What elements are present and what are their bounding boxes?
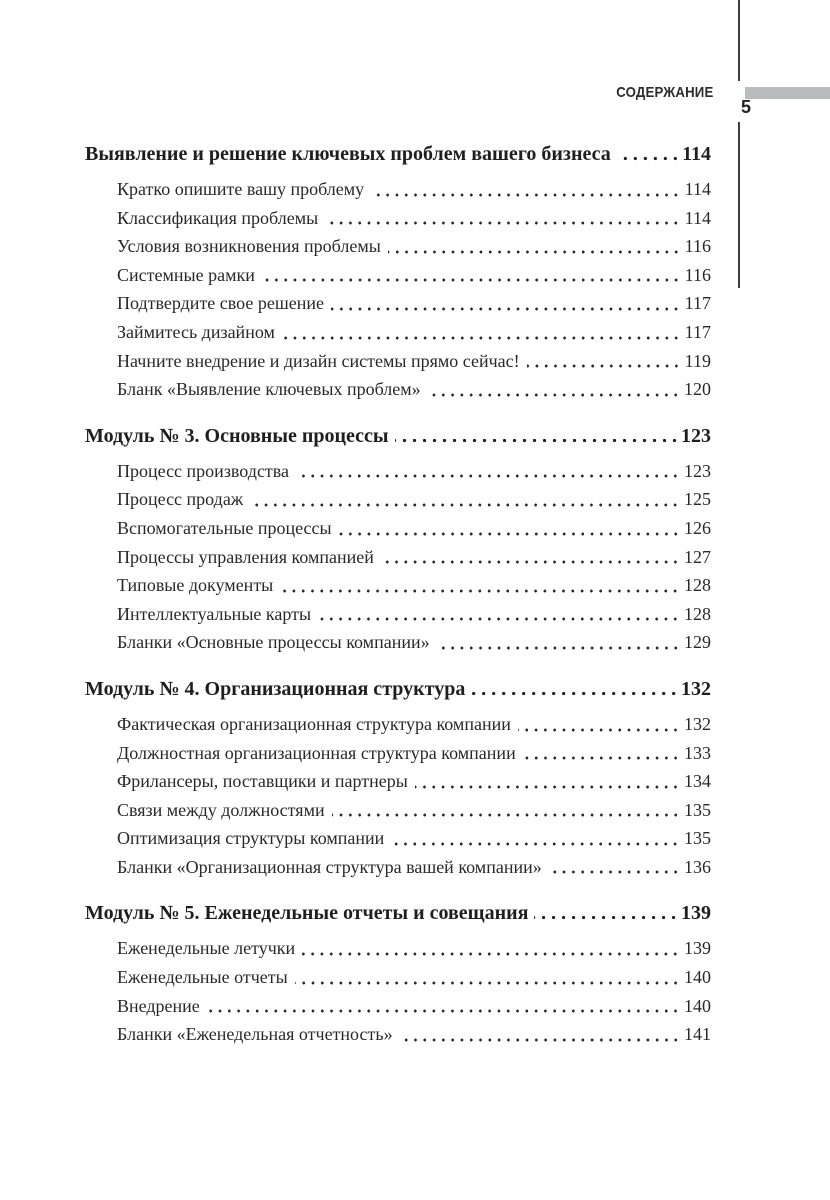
toc-entry [117,796,711,825]
section-page-number: 139 [681,902,711,925]
toc-entry [117,710,711,739]
toc-entry [117,204,711,233]
toc-entry [117,571,711,600]
section-page-number: 132 [681,677,711,700]
dot-leader [295,963,681,992]
entry-label: Условия возникновения проблемы [117,236,381,257]
entry-label: Фактическая организационная структура компании [117,713,511,734]
toc-entry [117,628,711,657]
entry-label: Связи между должностями [117,799,325,820]
dot-leader [400,1020,681,1049]
running-header: СОДЕРЖАНИЕ [615,84,713,101]
toc-entry [117,1020,711,1049]
toc-entry [117,934,711,963]
toc-section [85,424,711,657]
dot-leader [302,934,681,963]
toc-entry [117,600,711,629]
toc-section [85,142,711,404]
entry-label: Подтвердите свое решение [117,293,324,314]
section-title: Выявление и решение ключевых проблем вашего бизнеса [85,143,611,165]
entry-label: Начните внедрение и дизайн системы прямо сейчас! [117,350,520,371]
toc-entry [117,261,711,290]
entry-page-number: 120 [684,379,711,400]
entry-label: Займитесь дизайном [117,321,275,342]
toc-entry [117,375,711,404]
entry-page-number: 116 [684,264,711,285]
entry-page-number: 114 [684,207,711,228]
dot-leader [523,739,681,768]
section-title-row [85,901,711,926]
entry-label: Бланки «Организационная структура вашей компании» [117,856,542,877]
dot-leader [415,767,681,796]
toc-entry [117,543,711,572]
entry-page-number: 139 [684,938,711,959]
table-of-contents [85,142,711,1049]
toc-entry [117,232,711,261]
dot-leader [527,347,682,376]
dot-leader [250,485,681,514]
dot-leader [371,175,681,204]
section-items [117,934,711,1048]
dot-leader [282,318,682,347]
section-title: Модуль № 3. Основные процессы [85,424,389,447]
toc-entry [117,963,711,992]
entry-label: Системные рамки [117,264,255,285]
toc-entry [117,347,711,376]
entry-page-number: 117 [684,321,711,342]
entry-page-number: 140 [684,995,711,1016]
toc-entry [117,767,711,796]
entry-label: Процесс продаж [117,489,244,510]
entry-label: Фрилансеры, поставщики и партнеры [117,771,408,792]
section-title-row [85,142,711,167]
page-number: 5 [741,97,752,117]
toc-entry [117,992,711,1021]
toc-section [85,901,711,1048]
entry-label: Процесс производства [117,460,290,481]
entry-label: Бланки «Еженедельная отчетность» [117,1024,393,1045]
entry-label: Еженедельные отчеты [117,967,288,988]
margin-rule-top [738,0,740,81]
section-page-number: 123 [681,424,711,447]
entry-page-number: 114 [684,179,711,199]
toc-entry [117,514,711,543]
entry-page-number: 135 [684,799,711,820]
dot-leader [280,571,681,600]
toc-entry [117,824,711,853]
dot-leader [262,261,682,290]
entry-label: Бланки «Основные процессы компании» [117,632,430,653]
dot-leader [331,289,682,318]
entry-page-number: 127 [684,546,711,567]
entry-page-number: 136 [684,856,711,877]
entry-label: Еженедельные летучки [117,938,296,959]
entry-label: Типовые документы [117,575,274,596]
dot-leader [296,457,681,486]
toc-entry [117,739,711,768]
entry-label: Процессы управления компанией [117,546,374,567]
entry-label: Вспомогательные процессы [117,517,332,538]
section-items [117,175,711,404]
dot-leader [395,424,681,449]
dot-leader [381,543,681,572]
dot-leader [617,142,681,167]
entry-page-number: 119 [684,350,711,371]
dot-leader [428,375,681,404]
entry-page-number: 129 [684,632,711,653]
dot-leader [391,824,681,853]
toc-entry [117,318,711,347]
entry-label: Бланк «Выявление ключевых проблем» [117,379,421,400]
entry-page-number: 141 [684,1024,711,1045]
dot-leader [332,796,681,825]
entry-label: Интеллектуальные карты [117,603,312,624]
dot-leader [325,204,681,233]
entry-label: Оптимизация структуры компании [117,828,385,849]
section-title-row [85,677,711,702]
toc-entry [117,853,711,882]
section-items [117,710,711,882]
margin-rule-bottom [738,122,740,288]
entry-label: Внедрение [117,995,200,1016]
toc-section [85,677,711,882]
header-accent-bar [745,87,830,99]
entry-page-number: 132 [684,713,711,734]
entry-page-number: 116 [684,236,711,257]
toc-entry [117,457,711,486]
section-title: Модуль № 4. Организационная структура [85,677,466,700]
entry-page-number: 126 [684,517,711,538]
toc-entry [117,289,711,318]
section-page-number: 114 [682,143,711,165]
dot-leader [437,628,681,657]
entry-page-number: 123 [684,460,711,481]
dot-leader [471,677,680,702]
dot-leader [318,600,681,629]
entry-label: Кратко опишите вашу проблему [117,179,365,199]
dot-leader [388,232,682,261]
dot-leader [549,853,681,882]
dot-leader [518,710,681,739]
entry-page-number: 117 [684,293,711,314]
entry-label: Должностная организационная структура компании [117,742,516,763]
section-items [117,457,711,657]
dot-leader [339,514,681,543]
entry-page-number: 134 [684,771,711,792]
section-title: Модуль № 5. Еженедельные отчеты и совещания [85,902,529,925]
entry-page-number: 128 [684,575,711,596]
entry-label: Классификация проблемы [117,207,319,228]
section-title-row [85,424,711,449]
toc-entry [117,175,711,204]
entry-page-number: 135 [684,828,711,849]
entry-page-number: 140 [684,967,711,988]
entry-page-number: 125 [684,489,711,510]
dot-leader [534,901,680,926]
dot-leader [207,992,681,1021]
entry-page-number: 133 [684,742,711,763]
toc-entry [117,485,711,514]
entry-page-number: 128 [684,603,711,624]
